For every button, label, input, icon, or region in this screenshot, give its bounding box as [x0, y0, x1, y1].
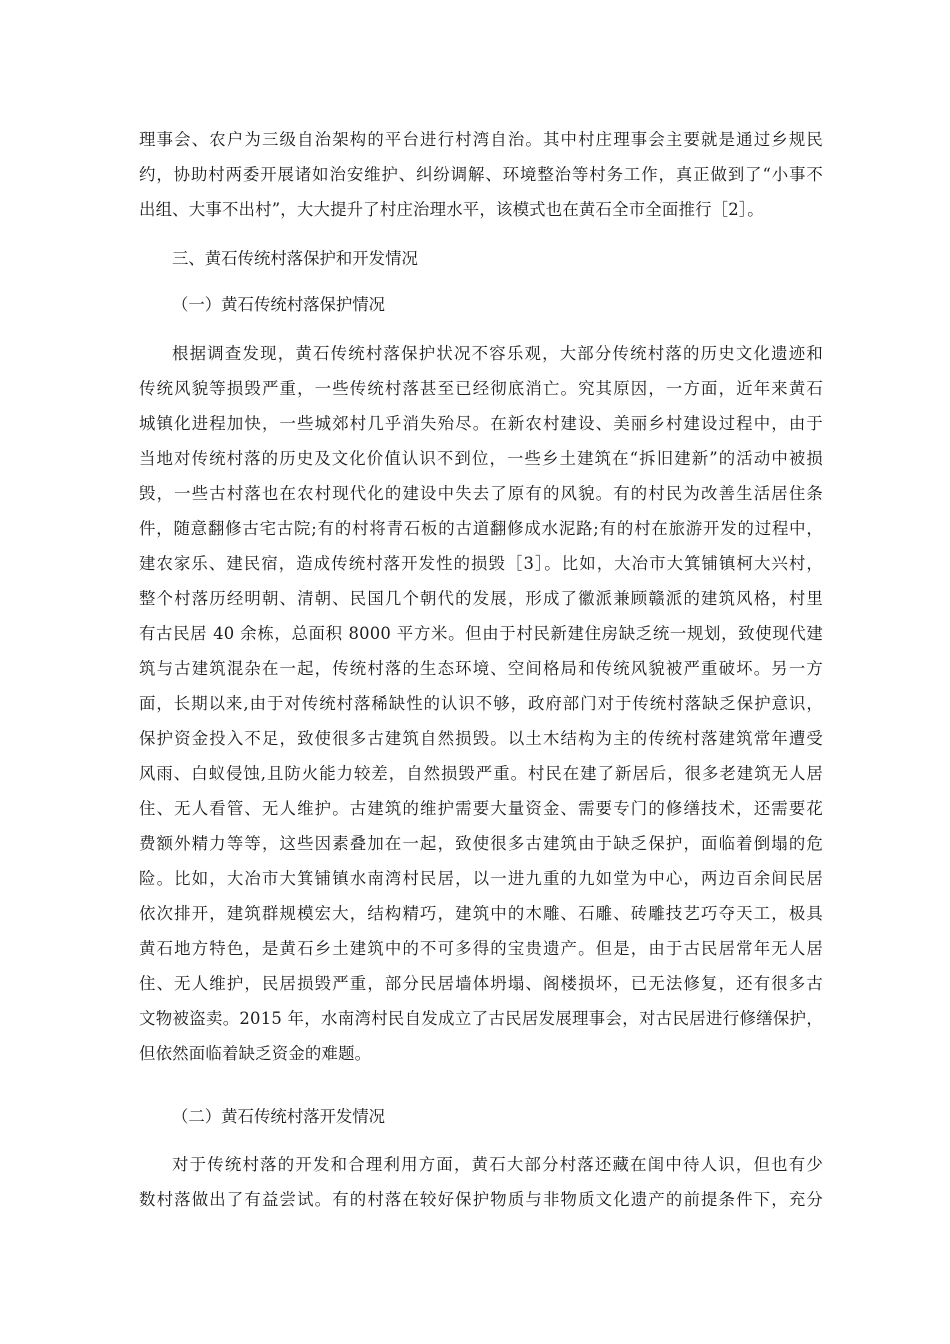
paragraph-line: 依次排开，建筑群规模宏大，结构精巧，建筑中的木雕、石雕、砖雕技艺巧夺天工，极具	[139, 904, 823, 923]
paragraph-line: 但依然面临着缺乏资金的难题。	[139, 1044, 372, 1063]
paragraph-line: 城镇化进程加快，一些城郊村几乎消失殆尽。在新农村建设、美丽乡村建设过程中，由于	[139, 414, 823, 433]
paragraph-line: 毁，一些古村落也在农村现代化的建设中失去了原有的风貌。有的村民为改善生活居住条	[139, 484, 823, 503]
subsection-heading-2: （二）黄石传统村落开发情况	[172, 1107, 386, 1126]
paragraph-line: 风雨、白蚁侵蚀,且防火能力较差，自然损毁严重。村民在建了新居后，很多老建筑无人居	[139, 764, 823, 783]
paragraph-line: 根据调查发现，黄石传统村落保护状况不容乐观，大部分传统村落的历史文化遗迹和	[172, 344, 823, 363]
paragraph-line: 住、无人看管、无人维护。古建筑的维护需要大量资金、需要专门的修缮技术，还需要花	[139, 799, 823, 818]
paragraph-line: 黄石地方特色，是黄石乡土建筑中的不可多得的宝贵遗产。但是，由于古民居常年无人居	[139, 939, 823, 958]
paragraph-line: 当地对传统村落的历史及文化价值认识不到位，一些乡土建筑在“拆旧建新”的活动中被损	[139, 449, 823, 468]
paragraph-3	[139, 1147, 823, 1217]
paragraph-line: 建农家乐、建民宿，造成传统村落开发性的损毁［3］。比如，大冶市大箕铺镇柯大兴村，	[139, 554, 823, 573]
section-heading: 三、黄石传统村落保护和开发情况	[172, 249, 418, 268]
paragraph-line: 费额外精力等等，这些因素叠加在一起，致使很多古建筑由于缺乏保护，面临着倒塌的危	[139, 834, 823, 853]
paragraph-1	[139, 122, 823, 227]
paragraph-line: 险。比如，大冶市大箕铺镇水南湾村民居，以一进九重的九如堂为中心，两边百余间民居	[139, 869, 823, 888]
paragraph-line: 保护资金投入不足，致使很多古建筑自然损毁。以土木结构为主的传统村落建筑常年遭受	[139, 729, 823, 748]
paragraph-line: 数村落做出了有益尝试。有的村落在较好保护物质与非物质文化遗产的前提条件下，充分	[139, 1190, 823, 1209]
paragraph-line: 面，长期以来,由于对传统村落稀缺性的认识不够，政府部门对于传统村落缺乏保护意识，	[139, 694, 823, 713]
paragraph-line: 理事会、农户为三级自治架构的平台进行村湾自治。其中村庄理事会主要就是通过乡规民	[139, 130, 823, 149]
paragraph-line: 约，协助村两委开展诸如治安维护、纠纷调解、环境整治等村务工作，真正做到了“小事不	[139, 165, 823, 184]
paragraph-line: 筑与古建筑混杂在一起，传统村落的生态环境、空间格局和传统风貌被严重破坏。另一方	[139, 659, 823, 678]
paragraph-line: 出组、大事不出村”，大大提升了村庄治理水平，该模式也在黄石全市全面推行［2］。	[139, 200, 764, 219]
paragraph-line: 件，随意翻修古宅古院;有的村将青石板的古道翻修成水泥路;有的村在旅游开发的过程中，	[139, 519, 823, 538]
paragraph-line: 文物被盗卖。2015 年，水南湾村民自发成立了古民居发展理事会，对古民居进行修缮保护，	[139, 1009, 823, 1028]
paragraph-line: 整个村落历经明朝、清朝、民国几个朝代的发展，形成了徽派兼顾赣派的建筑风格，村里	[139, 589, 823, 608]
subsection-heading-1: （一）黄石传统村落保护情况	[172, 295, 386, 314]
paragraph-line: 住、无人维护，民居损毁严重，部分民居墙体坍塌、阁楼损坏，已无法修复，还有很多古	[139, 974, 823, 993]
paragraph-2	[139, 336, 823, 1071]
paragraph-line: 有古民居 40 余栋，总面积 8000 平方米。但由于村民新建住房缺乏统一规划，致使现代建	[139, 624, 823, 643]
paragraph-line: 对于传统村落的开发和合理利用方面，黄石大部分村落还藏在闺中待人识，但也有少	[172, 1155, 823, 1174]
paragraph-line: 传统风貌等损毁严重，一些传统村落甚至已经彻底消亡。究其原因，一方面，近年来黄石	[139, 379, 823, 398]
